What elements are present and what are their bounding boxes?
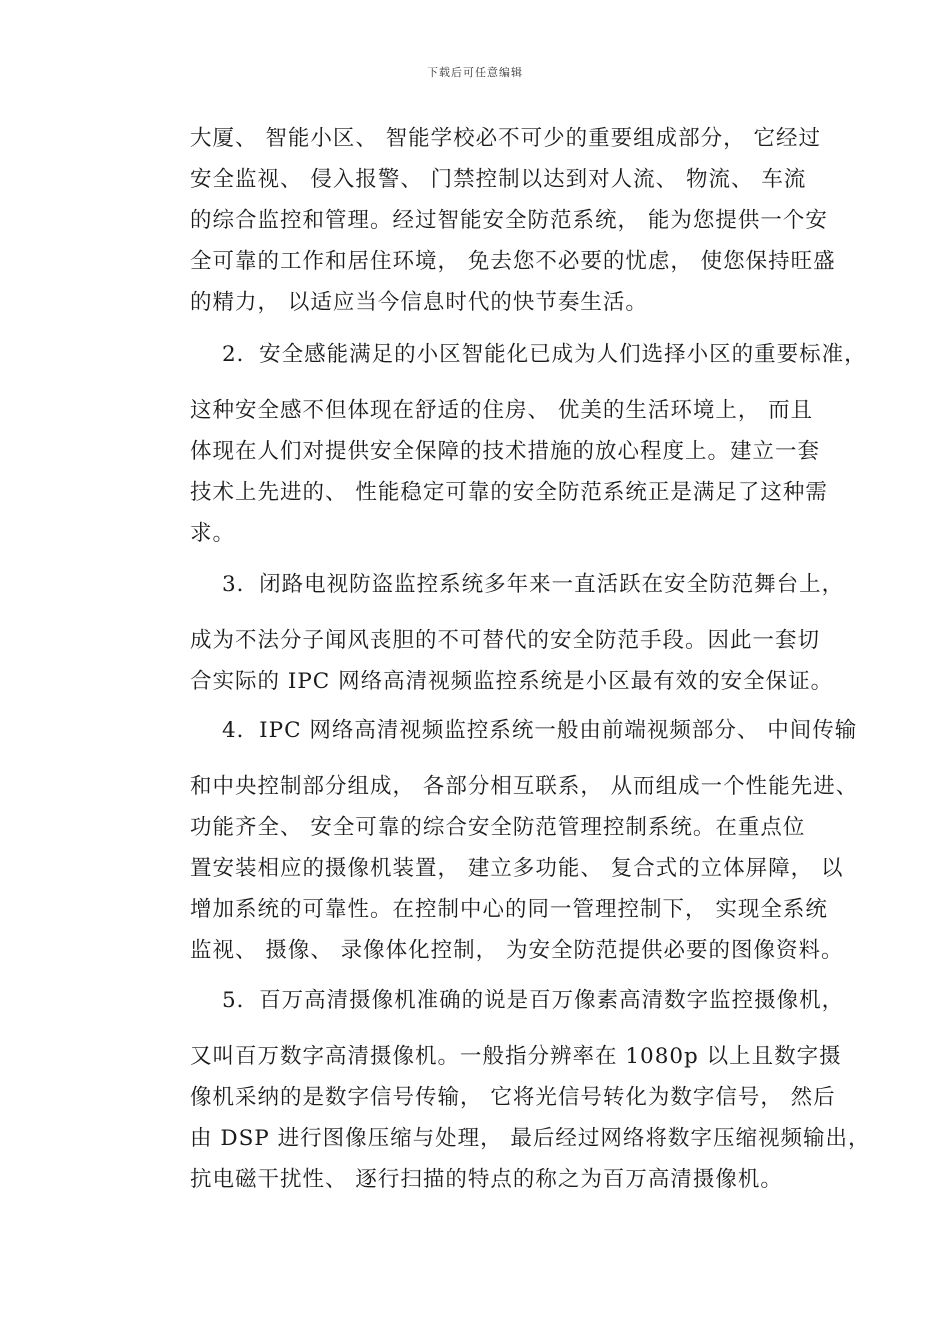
- text-line: 和中央控制部分组成， 各部分相互联系， 从而组成一个性能先进、: [190, 774, 859, 799]
- text-line: 抗电磁干扰性、 逐行扫描的特点的称之为百万高清摄像机。: [190, 1167, 783, 1192]
- text-line: 这种安全感不但体现在舒适的住房、 优美的生活环境上， 而且: [190, 398, 814, 423]
- paragraph-3: [190, 564, 880, 702]
- paragraph-5: [190, 980, 880, 1200]
- paragraph-heading-line: 5．百万高清摄像机准确的说是百万像素高清数字监控摄像机，: [222, 988, 845, 1013]
- text-line: 监视、 摄像、 录像体化控制， 为安全防范提供必要的图像资料。: [190, 938, 844, 963]
- paragraph-1: [190, 118, 880, 323]
- paragraph-heading-line: 2．安全感能满足的小区智能化已成为人们选择小区的重要标准，: [222, 342, 867, 367]
- text-line: 功能齐全、 安全可靠的综合安全防范管理控制系统。在重点位: [190, 815, 806, 840]
- text-line: 的综合监控和管理。经过智能安全防范系统， 能为您提供一个安: [190, 208, 828, 233]
- text-line: 的精力， 以适应当今信息时代的快节奏生活。: [190, 290, 648, 315]
- text-line: 大厦、 智能小区、 智能学校必不可少的重要组成部分， 它经过: [190, 126, 822, 151]
- paragraph-2: [190, 334, 880, 554]
- text-line: 又叫百万数字高清摄像机。一般指分辨率在 1080p 以上且数字摄: [190, 1044, 842, 1069]
- text-line: 成为不法分子闻风丧胆的不可替代的安全防范手段。因此一套切: [190, 628, 821, 653]
- text-line: 增加系统的可靠性。在控制中心的同一管理控制下， 实现全系统: [190, 897, 828, 922]
- paragraph-heading-line: 3．闭路电视防盗监控系统多年来一直活跃在安全防范舞台上，: [222, 572, 845, 597]
- text-line: 全可靠的工作和居住环境， 免去您不必要的忧虑， 使您保持旺盛: [190, 249, 836, 274]
- paragraph-4: [190, 710, 880, 971]
- text-line: 体现在人们对提供安全保障的技术措施的放心程度上。建立一套: [190, 439, 821, 464]
- text-line: 技术上先进的、 性能稳定可靠的安全防范系统正是满足了这种需: [190, 480, 828, 505]
- text-line: 求。: [190, 521, 236, 546]
- text-line: 置安装相应的摄像机装置， 建立多功能、 复合式的立体屏障， 以: [190, 856, 844, 881]
- text-line: 安全监视、 侵入报警、 门禁控制以达到对人流、 物流、 车流: [190, 167, 807, 192]
- page-header: 下载后可任意编辑: [427, 66, 523, 79]
- paragraph-heading-line: 4．IPC 网络高清视频监控系统一般由前端视频部分、 中间传输: [222, 718, 858, 743]
- text-line: 合实际的 IPC 网络高清视频监控系统是小区最有效的安全保证。: [190, 669, 834, 694]
- text-line: 像机采纳的是数字信号传输， 它将光信号转化为数字信号， 然后: [190, 1085, 836, 1110]
- text-line: 由 DSP 进行图像压缩与处理， 最后经过网络将数字压缩视频输出，: [190, 1126, 871, 1151]
